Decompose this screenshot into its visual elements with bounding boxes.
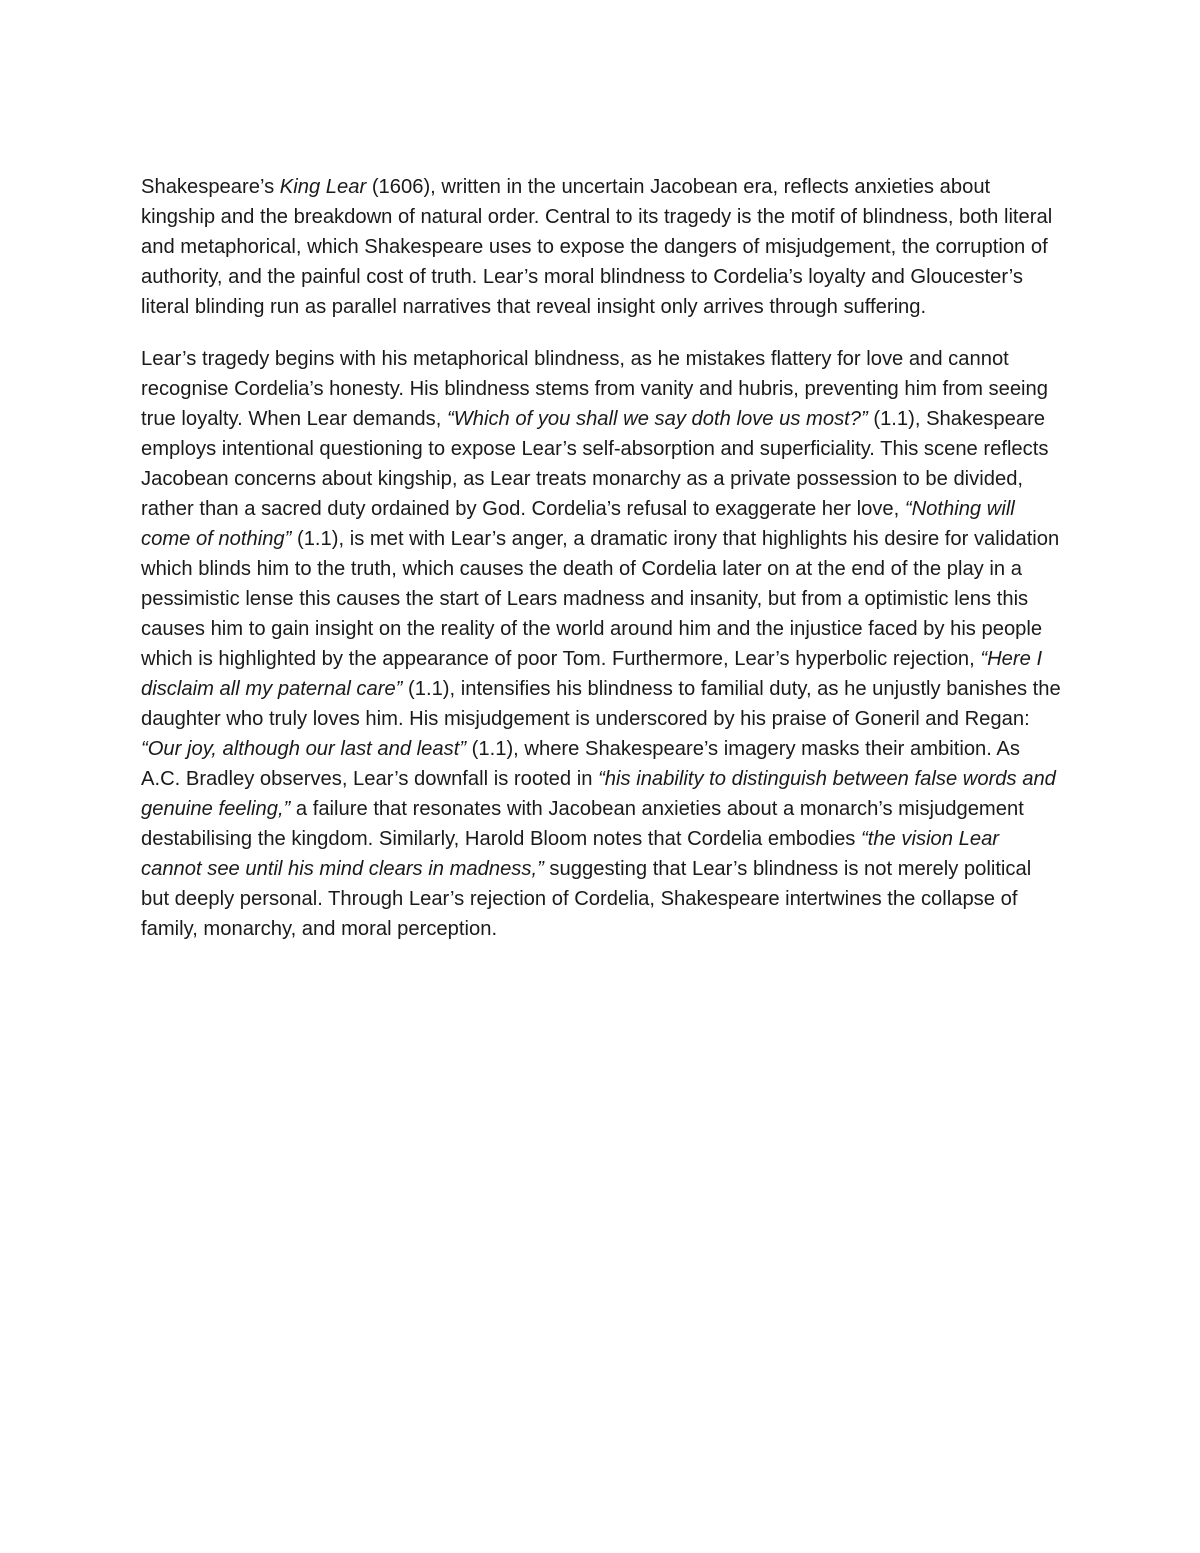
text-run: Shakespeare’s	[141, 176, 280, 198]
italic-quote: “the vision Lear cannot see until his mind clears in madness,”	[141, 828, 1000, 880]
italic-quote: “Our joy, although our last and least”	[141, 738, 467, 760]
paragraph-body	[141, 344, 1063, 944]
italic-quote: “Here I disclaim all my paternal care”	[141, 648, 1043, 700]
italic-quote: “Nothing will come of nothing”	[141, 498, 1015, 550]
text-run: (1606), written in the uncertain Jacobean era, reflects anxieties about kingship and the breakdown of natural order. Central to its tragedy is the motif of blindness, both literal and metaphorical, which Shakespeare uses to expose the dangers of misjudgement, the corruption of authority, and the painful cost of truth. Lear’s moral blindness to Cordelia’s loyalty and Gloucester’s literal blinding run as parallel narratives that reveal insight only arrives through suffering.	[141, 176, 1053, 318]
text-run: (1.1), is met with Lear’s anger, a dramatic irony that highlights his desire for validation which blinds him to the truth, which causes the death of Cordelia later on at the end of the play in a pessimistic lense this causes the start of Lears madness and insanity, but from a optimistic lens this causes him to gain insight on the reality of the world around him and the injustice faced by his people which is highlighted by the appearance of poor Tom. Furthermore, Lear’s hyperbolic rejection,	[141, 528, 1060, 670]
text-run: (1.1), where Shakespeare’s imagery masks their ambition. As A.C. Bradley observes, Lear’s downfall is rooted in	[141, 738, 1020, 790]
paragraph-intro	[141, 172, 1063, 322]
text-run: (1.1), intensifies his blindness to familial duty, as he unjustly banishes the daughter who truly loves him. His misjudgement is underscored by his praise of Goneril and Regan:	[141, 678, 1061, 730]
text-run: a failure that resonates with Jacobean anxieties about a monarch’s misjudgement destabilising the kingdom. Similarly, Harold Bloom notes that Cordelia embodies	[141, 798, 1024, 850]
text-run: suggesting that Lear’s blindness is not merely political but deeply personal. Through Lear’s rejection of Cordelia, Shakespeare intertwines the collapse of family, monarchy, and moral perception.	[141, 858, 1032, 940]
italic-quote: “his inability to distinguish between false words and genuine feeling,”	[141, 768, 1056, 820]
italic-quote: “Which of you shall we say doth love us most?”	[446, 408, 868, 430]
text-run: (1.1), Shakespeare employs intentional questioning to expose Lear’s self-absorption and superficiality. This scene reflects Jacobean concerns about kingship, as Lear treats monarchy as a private possession to be divided, rather than a sacred duty ordained by God. Cordelia’s refusal to exaggerate her love,	[141, 408, 1049, 520]
essay-body	[141, 172, 1063, 966]
italic-title: King Lear	[279, 176, 367, 198]
text-run: Lear’s tragedy begins with his metaphorical blindness, as he mistakes flattery for love and cannot recognise Cordelia’s honesty. His blindness stems from vanity and hubris, preventing him from seeing true loyalty. When Lear demands,	[141, 348, 1048, 430]
